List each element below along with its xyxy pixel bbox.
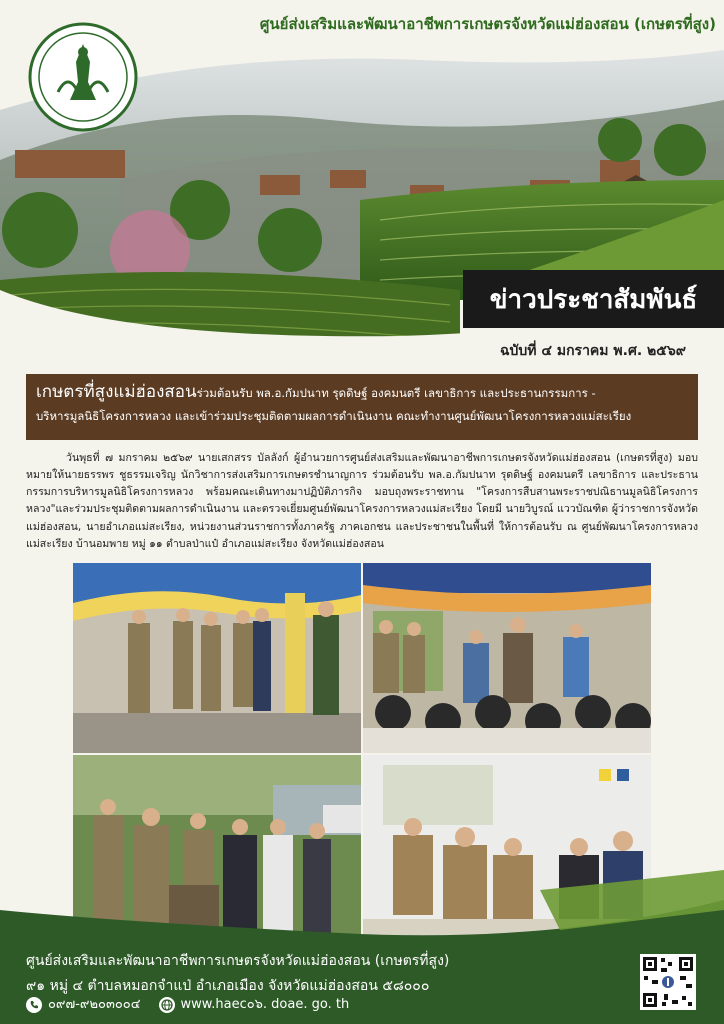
footer-address: ๙๑ หมู่ ๔ ตำบลหมอกจำแป่ อำเภอเมือง จังหวัดแม่ฮ่องสอน ๕๘๐๐๐	[26, 978, 430, 994]
globe-icon	[159, 997, 175, 1013]
phone-icon	[26, 997, 42, 1013]
footer-org-name: ศูนย์ส่งเสริมและพัฒนาอาชีพการเกษตรจังหวัดแม่ฮ่องสอน (เกษตรที่สูง)	[26, 953, 450, 969]
issue-date: ฉบับที่ ๔ มกราคม พ.ศ. ๒๕๖๙	[499, 343, 686, 359]
footer-website-url[interactable]: www.haec๐๖. doae. go. th	[180, 997, 350, 1012]
page-header-title: ศูนย์ส่งเสริมและพัฒนาอาชีพการเกษตรจังหวัดแม่ฮ่องสอน (เกษตรที่สูง)	[259, 15, 716, 33]
headline-rest-line2: บริหารมูลนิธิโครงการหลวง และเข้าร่วมประชุมติดตามผลการดำเนินงาน คณะทำงานศูนย์พัฒนาโครงการหลวงแม่สะเรียง	[36, 408, 632, 423]
press-release-banner: ข่าวประชาสัมพันธ์	[463, 270, 724, 328]
footer-contact-row	[26, 993, 349, 1014]
footer-phone	[26, 993, 141, 1014]
news-body-text: วันพุธที่ ๗ มกราคม ๒๕๖๙ นายเสกสรร บัลลังก์ ผู้อำนวยการศูนย์ส่งเสริมและพัฒนาอาชีพการเกษตรจังหวัดแม่ฮ่องสอน (เกษตรที่สูง) มอบหมายให้นายธรรพร ชูธรรมเจริญ นักวิชาการส่งเสริมการเกษตรชำนาญการ ร่วมต้อนรับ พล.อ.กัมปนาท รุดดิษฐ์ องคมนตรี เลขาธิการ และประธานกรรมการบริหารมูลนิธิโครงการหลวง พร้อมคณะเดินทางมาปฏิบัติภารกิจ มอบถุงพระราชทาน "โครงการสืบสานพระราชปณิธานมูลนิธิโครงการหลวง"และร่วมประชุมติดตามผลการดำเนินงาน และตรวจเยี่ยมศูนย์พัฒนาโครงการหลวงแม่สะเรียง โดยมี นายวิบูรณ์ แววบัณฑิต ผู้ว่าราชการจังหวัดแม่ฮ่องสอน, นายอำเภอแม่สะเรียง, หน่วยงานส่วนราชการทั้งภาครัฐ ภาคเอกชน และประชาชนในพื้นที่ ให้การต้อนรับ ณ ศูนย์พัฒนาโครงการหลวงแม่สะเรียง บ้านอมพาย หมู่ ๑๑ ตำบลป่าแป๋ อำเภอแม่สะเรียง จังหวัดแม่ฮ่องสอน	[26, 452, 698, 550]
headline-rest-line1: ร่วมต้อนรับ พล.อ.กัมปนาท รุดดิษฐ์ องคมนตรี เลขาธิการ และประธานกรรมการ -	[196, 386, 596, 400]
footer-address-block	[26, 950, 449, 997]
footer-website[interactable]	[159, 993, 350, 1014]
news-headline	[26, 374, 698, 440]
footer-phone-number: ๐๙๗-๙๒๐๓๐๐๔	[48, 997, 141, 1012]
photo-meeting-audience	[363, 563, 651, 753]
department-logo-icon	[28, 22, 138, 132]
photo-welcome-ceremony	[73, 563, 361, 753]
qr-code-icon[interactable]	[640, 954, 696, 1010]
headline-lead: เกษตรที่สูงแม่ฮ่องสอน	[36, 382, 197, 402]
